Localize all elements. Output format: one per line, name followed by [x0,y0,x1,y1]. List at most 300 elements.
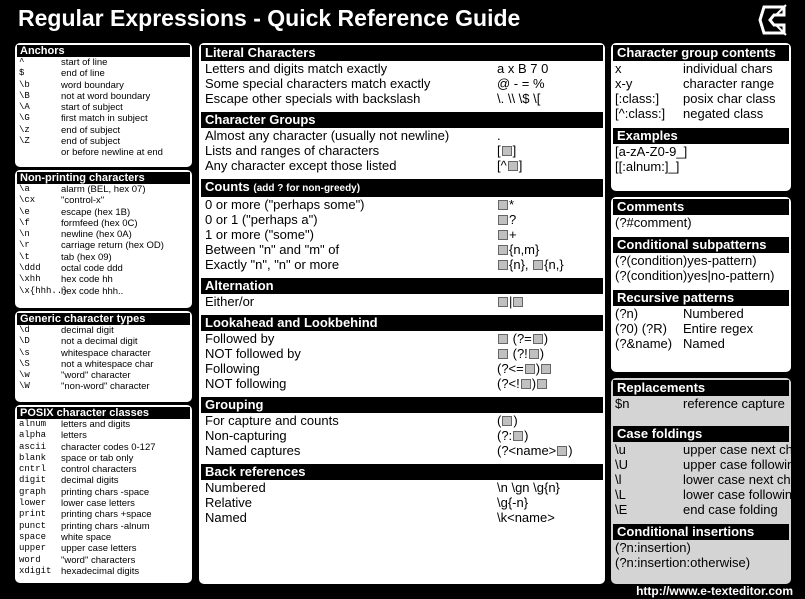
generic-row [15,348,192,359]
backrefs-row [199,480,605,495]
examples-text: [[:alnum:]_] [615,159,680,174]
posix-row [15,453,192,464]
generic-syntax: \s [19,347,30,358]
grouping-list [199,413,605,458]
cgc-syntax: [:class:] [615,91,660,106]
anchors-description: end of subject [61,124,121,136]
cgc-syntax: [^:class:] [615,106,666,121]
casefold-syntax: \U [615,457,628,472]
patterns-panel [611,197,791,372]
placeholder-box-icon [498,334,508,344]
counts-example: {n,m} [497,242,539,257]
posix-row [15,555,192,566]
counts-row [199,242,605,257]
cgc-list [611,61,791,121]
lookahead-row [199,346,605,361]
anchors-description: not at word boundary [61,90,151,102]
grouping-heading: Grouping [201,397,603,413]
groups-row [199,143,605,158]
alternation-row [199,294,605,309]
cgc-description: character range [683,76,775,91]
nonprint-row [15,218,192,229]
placeholder-box-icon [533,334,543,344]
lookahead-example: (?! ) [497,346,544,361]
posix-row [15,442,192,453]
groups-description: Lists and ranges of characters [205,143,380,158]
posix-syntax: upper [19,543,47,554]
casefold-syntax: \l [615,472,622,487]
counts-description: 0 or 1 ("perhaps a") [205,212,318,227]
groups-description: Almost any character (usually not newline) [205,128,450,143]
casefold-row [611,442,805,457]
condsub-text: (?(condition)yes-pattern) [615,253,757,268]
grouping-description: For capture and counts [205,413,339,428]
generic-description: whitespace character [61,347,151,359]
backrefs-description: Relative [205,495,252,510]
nonprint-syntax: \e [19,206,30,217]
backrefs-example: \k<name> [497,510,555,525]
generic-row [15,336,192,347]
anchors-row [15,102,192,113]
generic-row [15,325,192,336]
replacements-syntax: $n [615,396,630,411]
posix-panel [15,405,192,583]
posix-description: white space [61,531,112,543]
replacements-list [611,396,791,411]
groups-heading: Character Groups [201,112,603,128]
condins-heading: Conditional insertions [613,524,789,540]
replacement-panel [611,378,805,584]
backrefs-description: Named [205,510,247,525]
nonprint-syntax: \x{hhh..} [19,285,68,296]
posix-description: printing chars +space [61,509,152,521]
literal-example: \. \\ \$ \[ [497,91,541,106]
alternation-example: | [497,294,524,309]
counts-row [199,257,605,272]
backrefs-example: \g{-n} [497,495,529,510]
posix-syntax: graph [19,486,47,497]
generic-description: decimal digit [61,325,114,336]
lookahead-description: Followed by [205,331,275,346]
recursive-description: Entire regex [683,321,754,336]
comments-heading: Comments [613,199,789,215]
recursive-syntax: (?n) [615,306,639,321]
comments-list [611,215,791,230]
literal-list [199,61,605,106]
generic-syntax: \w [19,370,30,381]
literal-description: Escape other specials with backslash [205,91,421,106]
cgc-row [611,61,791,76]
anchors-description: start of subject [61,102,123,114]
condsub-row [611,253,791,268]
nonprint-description: octal code ddd [61,263,123,275]
nonprint-syntax: \cx [19,195,36,206]
backrefs-list [199,480,605,525]
recursive-description: Named [683,336,725,351]
examples-row [611,159,791,174]
anchors-syntax: $ [19,68,25,79]
anchors-row [15,91,192,102]
examples-heading: Examples [613,128,789,144]
casefold-row [611,487,800,502]
cgc-row [611,91,791,106]
nonprint-description: tab (hex 09) [61,251,112,263]
placeholder-box-icon [498,230,508,240]
page-title: Regular Expressions - Quick Reference Guide [18,5,521,31]
placeholder-box-icon [498,245,508,255]
nonprint-row [15,184,192,195]
placeholder-box-icon [529,349,539,359]
grouping-row [199,428,605,443]
nonprint-panel [15,170,192,308]
generic-heading: Generic character types [17,313,190,325]
condins-row [611,540,791,555]
anchors-syntax: \Z [19,136,30,147]
nonprint-syntax: \a [19,184,30,194]
casefold-row [611,472,803,487]
generic-syntax: \S [19,358,30,369]
grouping-example: (?<name> ) [497,443,573,458]
posix-syntax: blank [19,452,47,463]
anchors-row [15,136,192,147]
posix-description: control characters [61,464,137,476]
placeholder-box-icon [498,349,508,359]
posix-syntax: alnum [19,419,47,429]
replacements-heading: Replacements [613,380,789,396]
placeholder-box-icon [557,446,567,456]
generic-row [15,359,192,370]
posix-description: upper case letters [61,543,137,555]
grouping-row [199,413,605,428]
generic-panel [15,311,192,402]
cgc-row [611,76,791,91]
cgc-panel [611,43,791,191]
nonprint-row [15,240,192,251]
placeholder-box-icon [498,297,508,307]
posix-description: printing chars -alnum [61,520,150,532]
recursive-row [611,306,791,321]
lookahead-example: (?<= ) [497,361,552,376]
recursive-description: Numbered [683,306,744,321]
generic-description: not a whitespace char [61,358,154,370]
anchors-row [15,57,192,68]
anchors-row [15,113,192,124]
nonprint-description: alarm (BEL, hex 07) [61,184,146,195]
counts-heading [201,179,603,197]
groups-example: [ ] [497,143,517,158]
posix-description: printing chars -space [61,486,150,498]
placeholder-box-icon [498,260,508,270]
nonprint-syntax: \n [19,229,30,240]
cgc-description: posix char class [683,91,776,106]
posix-row [15,543,192,554]
anchors-syntax: \G [19,113,30,124]
casefold-row [611,502,791,517]
casefold-description: lower case following [683,487,800,502]
anchors-list [15,57,192,159]
grouping-row [199,443,605,458]
posix-description: hexadecimal digits [61,565,140,577]
casefold-list [611,442,805,517]
recursive-syntax: (?0) (?R) [615,321,668,336]
placeholder-box-icon [533,260,543,270]
literal-description: Letters and digits match exactly [205,61,388,76]
anchors-heading: Anchors [17,45,190,57]
posix-syntax: space [19,531,47,542]
anchors-description: word boundary [61,79,124,91]
placeholder-box-icon [502,416,512,426]
posix-syntax: print [19,509,47,520]
grouping-example: (?: ) [497,428,529,443]
recursive-list [611,306,791,351]
nonprint-syntax: \f [19,217,30,228]
examples-row [611,144,791,159]
placeholder-box-icon [502,146,512,156]
counts-row [199,197,605,212]
counts-example: * [497,197,514,212]
nonprint-syntax: \r [19,240,30,251]
grouping-description: Non-capturing [205,428,287,443]
counts-example: ? [497,212,516,227]
placeholder-box-icon [541,364,551,374]
anchors-description: or before newline at end [61,147,163,159]
condins-text: (?n:insertion) [615,540,691,555]
posix-row [15,509,192,520]
casefold-heading: Case foldings [613,426,789,442]
posix-heading: POSIX character classes [17,407,190,419]
backrefs-heading: Back references [201,464,603,480]
placeholder-box-icon [525,364,535,374]
cgc-syntax: x-y [615,76,633,91]
alternation-description: Either/or [205,294,255,309]
placeholder-box-icon [537,379,547,389]
posix-row [15,487,192,498]
examples-list [611,144,791,174]
lookahead-description: NOT following [205,376,287,391]
nonprint-row [15,286,192,297]
groups-row [199,128,605,143]
grouping-example: ( ) [497,413,518,428]
examples-text: [a-zA-Z0-9_] [615,144,688,159]
generic-description: "word" character [61,370,131,382]
counts-description: Between "n" and "m" of [205,242,340,257]
nonprint-list [15,184,192,297]
posix-description: letters and digits [61,419,131,430]
anchors-row [15,147,192,158]
generic-syntax: \d [19,325,30,335]
placeholder-box-icon [521,379,531,389]
casefold-syntax: \E [615,502,628,517]
counts-description: 0 or more ("perhaps some") [205,197,365,212]
counts-row [199,212,605,227]
counts-list [199,197,605,272]
condins-text: (?n:insertion:otherwise) [615,555,751,570]
lookahead-list [199,331,605,391]
cgc-description: negated class [683,106,764,121]
nonprint-row [15,229,192,240]
anchors-syntax: \b [19,79,30,90]
anchors-row [15,68,192,79]
posix-syntax: alpha [19,430,47,441]
cgc-syntax: x [615,61,622,76]
placeholder-box-icon [513,431,523,441]
lookahead-description: Following [205,361,260,376]
nonprint-row [15,252,192,263]
posix-list [15,419,192,577]
cgc-description: individual chars [683,61,773,76]
lookahead-example: (?= ) [497,331,548,346]
placeholder-box-icon [508,161,518,171]
generic-syntax: \W [19,381,30,392]
alternation-heading: Alternation [201,278,603,294]
posix-row [15,566,192,577]
posix-syntax: punct [19,520,47,531]
anchors-row [15,80,192,91]
placeholder-box-icon [498,200,508,210]
lookahead-heading: Lookahead and Lookbehind [201,315,603,331]
backrefs-row [199,510,605,525]
posix-row [15,532,192,543]
condins-list [611,540,791,570]
counts-description: 1 or more ("some") [205,227,314,242]
anchors-description: first match in subject [61,113,148,125]
anchors-syntax: \B [19,90,30,101]
nonprint-description: hex code hhh.. [61,285,124,297]
posix-row [15,464,192,475]
lookahead-description: NOT followed by [205,346,301,361]
recursive-row [611,321,791,336]
nonprint-description: carriage return (hex OD) [61,240,164,252]
cgc-row [611,106,791,121]
lookahead-example: (?<! ) [497,376,548,391]
backrefs-example: \n \gn \g{n} [497,480,560,495]
posix-syntax: digit [19,475,47,486]
anchors-syntax: ^ [19,57,25,67]
casefold-syntax: \u [615,442,626,457]
anchors-panel [15,43,192,167]
generic-description: "non-word" character [61,381,150,393]
generic-description: not a decimal digit [61,336,138,348]
generic-syntax: \D [19,336,30,347]
casefold-row [611,457,802,472]
groups-row [199,158,605,173]
cgc-heading: Character group contents [613,45,789,61]
generic-row [15,381,192,392]
counts-subtitle: (add ? for non-greedy) [253,183,361,194]
replacements-row [611,396,791,411]
posix-description: character codes 0-127 [61,441,156,453]
condsub-list [611,253,791,283]
placeholder-box-icon [513,297,523,307]
nonprint-row [15,274,192,285]
casefold-syntax: \L [615,487,626,502]
anchors-row [15,125,192,136]
posix-description: decimal digits [61,475,119,487]
lookahead-row [199,376,605,391]
comments-text: (?#comment) [615,215,692,230]
posix-row [15,475,192,486]
literal-row [199,91,605,106]
counts-row [199,227,605,242]
e-texteditor-logo-icon [756,3,792,37]
condsub-heading: Conditional subpatterns [613,237,789,253]
posix-description: letters [61,430,87,442]
nonprint-description: newline (hex 0A) [61,229,132,241]
counts-title: Counts [205,179,250,194]
posix-syntax: ascii [19,441,47,452]
groups-list [199,128,605,173]
literal-row [199,61,605,76]
posix-syntax: word [19,554,41,565]
nonprint-row [15,207,192,218]
posix-row [15,498,192,509]
nonprint-syntax: \xhh [19,274,41,285]
posix-description: lower case letters [61,498,135,510]
recursive-heading: Recursive patterns [613,290,789,306]
nonprint-description: escape (hex 1B) [61,206,131,218]
condins-row [611,555,791,570]
counts-example: + [497,227,517,242]
anchors-syntax: \z [19,124,30,135]
literal-row [199,76,605,91]
anchors-description: start of line [61,57,108,68]
generic-list [15,325,192,393]
comments-row [611,215,791,230]
literal-example: a x B 7 0 [497,61,549,76]
casefold-description: end case folding [683,502,778,517]
replacements-description: reference capture [683,396,785,411]
middle-panel [199,43,605,584]
anchors-syntax: \A [19,102,30,113]
lookahead-row [199,361,605,376]
recursive-syntax: (?&name) [615,336,673,351]
nonprint-description: formfeed (hex 0C) [61,217,138,229]
casefold-description: lower case next char [683,472,803,487]
groups-description: Any character except those listed [205,158,397,173]
posix-row [15,430,192,441]
posix-description: space or tab only [61,452,134,464]
posix-syntax: cntrl [19,464,47,475]
literal-description: Some special characters match exactly [205,76,431,91]
anchors-description: end of subject [61,136,121,148]
condsub-text: (?(condition)yes|no-pattern) [615,268,775,283]
posix-row [15,521,192,532]
posix-row [15,419,192,430]
posix-syntax: xdigit [19,565,52,576]
posix-description: "word" characters [61,554,136,566]
anchors-description: end of line [61,68,105,80]
backrefs-row [199,495,605,510]
lookahead-row [199,331,605,346]
nonprint-heading: Non-printing characters [17,172,190,184]
casefold-description: upper case following [683,457,802,472]
groups-example: . [497,128,501,143]
backrefs-description: Numbered [205,480,266,495]
recursive-row [611,336,791,351]
nonprint-row [15,195,192,206]
nonprint-syntax: \ddd [19,263,41,274]
counts-description: Exactly "n", "n" or more [205,257,340,272]
posix-syntax: lower [19,498,47,509]
groups-example: [^ ] [497,158,523,173]
placeholder-box-icon [498,215,508,225]
anchors-syntax [19,147,61,158]
literal-heading: Literal Characters [201,45,603,61]
nonprint-row [15,263,192,274]
alternation-list [199,294,605,309]
website-url[interactable]: http://www.e-texteditor.com [636,584,793,598]
casefold-description: upper case next char [683,442,805,457]
